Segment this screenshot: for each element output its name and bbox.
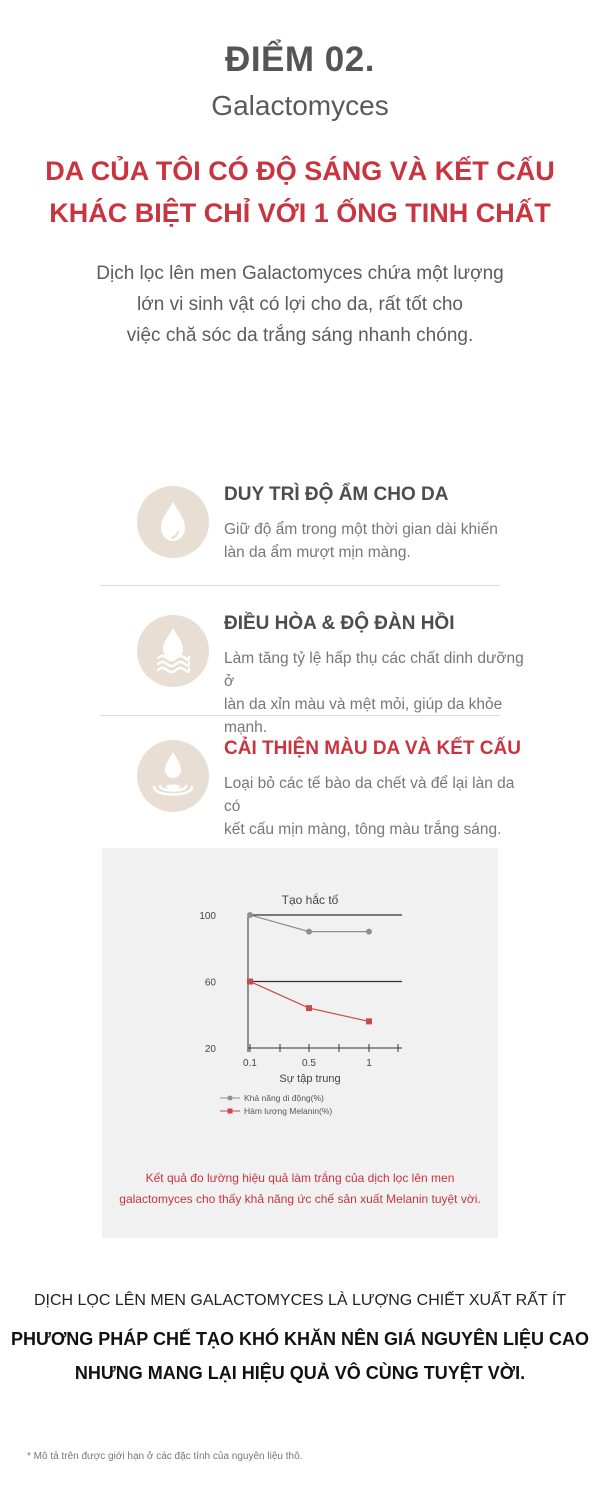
feature-description-line-1: Loại bỏ các tế bào da chết và để lại làn da có	[224, 775, 515, 815]
y-tick-label: 20	[204, 1044, 216, 1055]
data-point	[306, 1005, 312, 1011]
x-axis-label: Sự tập trung	[279, 1073, 341, 1085]
series-line	[250, 982, 369, 1022]
feature-item-tone-texture	[100, 726, 521, 856]
drop-waves-icon	[137, 615, 209, 687]
intro-line-2: lớn vi sinh vật có lợi cho da, rất tốt cho	[137, 294, 463, 315]
legend-marker	[228, 1096, 233, 1101]
melanin-line-chart	[102, 848, 498, 1148]
headline-line-1: DA CỦA TÔI CÓ ĐỘ SÁNG VÀ KẾT CẤU	[45, 156, 555, 186]
closing-line-2: PHƯƠNG PHÁP CHẾ TẠO KHÓ KHĂN NÊN GIÁ NGUYÊN LIỆU CAO	[11, 1329, 589, 1349]
x-tick-label: 0.5	[302, 1058, 316, 1069]
data-point	[306, 929, 312, 935]
x-tick-label: 1	[366, 1058, 372, 1069]
point-subtitle: Galactomyces	[211, 90, 389, 121]
closing-line-3: NHƯNG MANG LẠI HIỆU QUẢ VÔ CÙNG TUYỆT VỜI.	[74, 1363, 526, 1383]
chart-caption-line-2: galactomyces cho thấy khả năng ức chế sản xuất Melanin tuyệt vời.	[119, 1192, 481, 1206]
water-drop-icon	[137, 486, 209, 558]
feature-description	[224, 772, 534, 841]
legend-label: Hàm lượng Melanin(%)	[244, 1106, 333, 1116]
intro-line-3: việc chă sóc da trắng sáng nhanh chóng.	[126, 325, 474, 346]
feature-icon-circle	[137, 615, 209, 687]
data-point	[366, 1018, 372, 1024]
legend-label: Khả năng di động(%)	[244, 1093, 324, 1103]
feature-icon-circle	[137, 740, 209, 812]
divider	[100, 585, 500, 586]
intro-paragraph	[0, 258, 600, 351]
feature-description-line-2: kết cấu mịn màng, tông màu trắng sáng.	[224, 821, 502, 838]
feature-item-elasticity	[100, 601, 524, 736]
feature-description-line-1: Làm tăng tỷ lệ hấp thụ các chất dinh dưỡng ở	[224, 650, 524, 690]
closing-line-1: DỊCH LỌC LÊN MEN GALACTOMYCES LÀ LƯỢNG CHIẾT XUẤT RẤT ÍT	[33, 1292, 567, 1309]
y-tick-label: 60	[204, 977, 216, 989]
data-point	[247, 912, 253, 918]
x-tick-label: 0.1	[243, 1058, 257, 1069]
feature-description-line-2: làn da ẩm mượt mịn màng.	[224, 544, 411, 561]
headline-line-2: KHÁC BIỆT CHỈ VỚI 1 ỐNG TINH CHẤT	[49, 198, 551, 228]
feature-title: ĐIỀU HÒA & ĐỘ ĐÀN HỒI	[224, 613, 455, 634]
feature-icon-circle	[137, 486, 209, 558]
feature-item-moisture	[100, 472, 500, 602]
feature-description-line-1: Giữ độ ẩm trong một thời gian dài khiến	[224, 521, 498, 538]
legend-marker	[228, 1109, 233, 1114]
data-point	[366, 929, 372, 935]
feature-description	[224, 518, 534, 564]
chart-title: Tạo hắc tố	[281, 893, 339, 907]
divider	[100, 715, 500, 716]
y-tick-label: 100	[199, 911, 216, 922]
chart-caption-line-1: Kết quả đo lường hiệu quả làm trắng của dịch lọc lên men	[145, 1171, 455, 1185]
footnote: * Mô tả trên được giới hạn ở các đặc tính của nguyên liệu thô.	[27, 1451, 303, 1462]
feature-title: DUY TRÌ ĐỘ ẨM CHO DA	[224, 484, 449, 505]
feature-description-line-2: làn da xỉn màu và mệt mỏi, giúp da khỏe mạnh.	[224, 696, 503, 736]
closing-emphasis	[0, 1322, 600, 1390]
drop-ripple-icon	[137, 740, 209, 812]
headline	[0, 150, 600, 234]
data-point	[247, 979, 253, 985]
point-title: ĐIỂM 02.	[225, 40, 375, 79]
chart-caption	[102, 1168, 498, 1210]
feature-title: CẢI THIỆN MÀU DA VÀ KẾT CẤU	[224, 738, 521, 759]
intro-line-1: Dịch lọc lên men Galactomyces chứa một lượng	[96, 263, 504, 284]
chart-panel	[102, 848, 498, 1238]
